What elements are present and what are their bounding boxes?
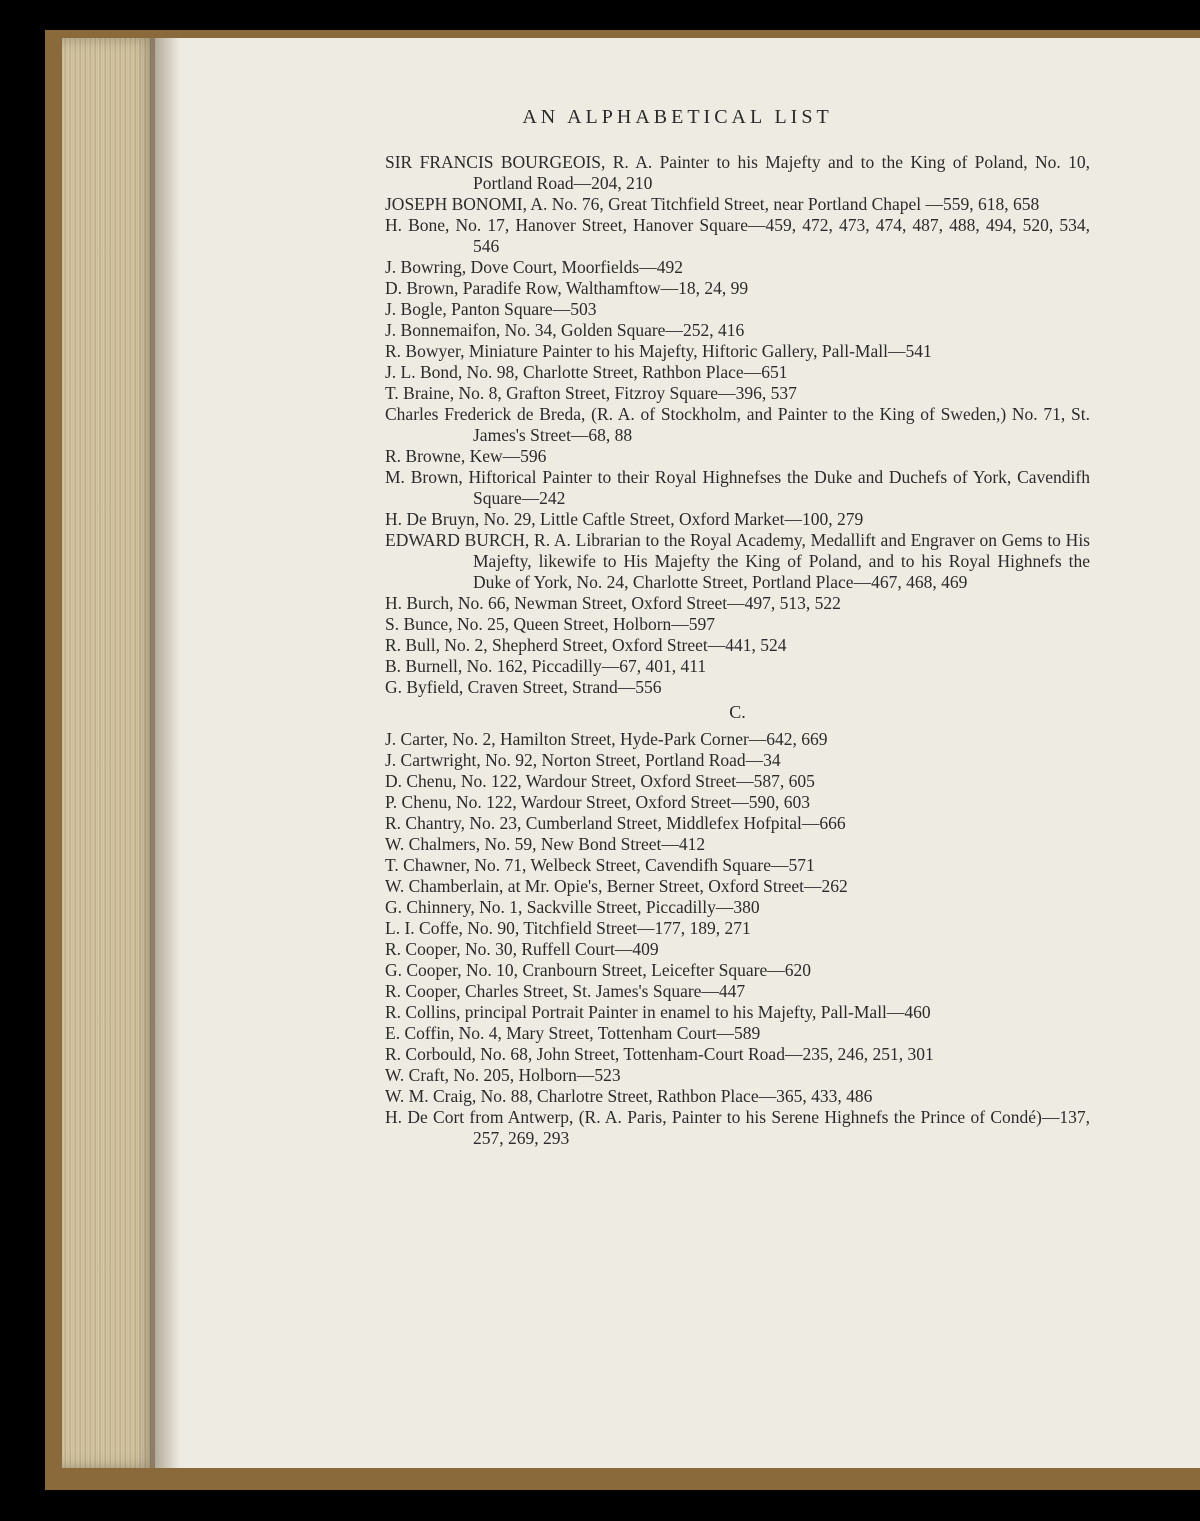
list-item: G. Byfield, Craven Street, Strand—556	[385, 677, 662, 697]
section-heading-c: C.	[729, 702, 746, 722]
list-item: J. Carter, No. 2, Hamilton Street, Hyde-Park Corner—642, 669	[385, 729, 828, 749]
list-item: G. Cooper, No. 10, Cranbourn Street, Leicefter Square—620	[385, 960, 811, 980]
list-item: SIR FRANCIS BOURGEOIS, R. A. Painter to his Majefty and to the King of Poland, No. 10, Portland Road—204, 210	[385, 152, 1090, 193]
running-head: AN ALPHABETICAL LIST	[522, 106, 833, 128]
list-item: G. Chinnery, No. 1, Sackville Street, Piccadilly—380	[385, 897, 760, 917]
list-item: T. Braine, No. 8, Grafton Street, Fitzroy Square—396, 537	[385, 383, 797, 403]
list-item: R. Browne, Kew—596	[385, 446, 547, 466]
list-item: R. Chantry, No. 23, Cumberland Street, Middlefex Hofpital—666	[385, 813, 846, 833]
list-item: H. De Bruyn, No. 29, Little Caftle Street, Oxford Market—100, 279	[385, 509, 864, 529]
list-item: H. Burch, No. 66, Newman Street, Oxford Street—497, 513, 522	[385, 593, 841, 613]
list-item: R. Corbould, No. 68, John Street, Tottenham-Court Road—235, 246, 251, 301	[385, 1044, 934, 1064]
list-item: R. Collins, principal Portrait Painter in enamel to his Majefty, Pall-Mall—460	[385, 1002, 931, 1022]
list-item: R. Bowyer, Miniature Painter to his Majefty, Hiftoric Gallery, Pall-Mall—541	[385, 341, 932, 361]
list-item: R. Cooper, No. 30, Ruffell Court—409	[385, 939, 659, 959]
list-item: JOSEPH BONOMI, A. No. 76, Great Titchfield Street, near Portland Chapel —559, 618, 658	[385, 194, 1040, 214]
entry-list	[385, 152, 1090, 1149]
gutter-shadow	[150, 38, 180, 1468]
list-item: S. Bunce, No. 25, Queen Street, Holborn—597	[385, 614, 716, 634]
list-item: W. Chamberlain, at Mr. Opie's, Berner Street, Oxford Street—262	[385, 876, 848, 896]
list-item: L. I. Coffe, No. 90, Titchfield Street—177, 189, 271	[385, 918, 751, 938]
list-item: H. De Cort from Antwerp, (R. A. Paris, Painter to his Serene Highnefs the Prince of Condé)—137, 257, 269, 293	[385, 1107, 1090, 1148]
list-item: J. Cartwright, No. 92, Norton Street, Portland Road—34	[385, 750, 781, 770]
list-item: D. Brown, Paradife Row, Walthamftow—18, 24, 99	[385, 278, 749, 298]
list-item: Charles Frederick de Breda, (R. A. of Stockholm, and Painter to the King of Sweden,) No. 71, St. James's Street—68, 88	[385, 404, 1090, 445]
list-item: J. Bogle, Panton Square—503	[385, 299, 597, 319]
list-item: B. Burnell, No. 162, Piccadilly—67, 401, 411	[385, 656, 707, 676]
list-item: J. Bonnemaifon, No. 34, Golden Square—252, 416	[385, 320, 745, 340]
list-item: P. Chenu, No. 122, Wardour Street, Oxford Street—590, 603	[385, 792, 811, 812]
list-item: M. Brown, Hiftorical Painter to their Royal Highnefses the Duke and Duchefs of York, Cavendifh Square—242	[385, 467, 1090, 508]
list-item: J. Bowring, Dove Court, Moorfields—492	[385, 257, 683, 277]
list-item: W. Craft, No. 205, Holborn—523	[385, 1065, 621, 1085]
list-item: W. Chalmers, No. 59, New Bond Street—412	[385, 834, 706, 854]
list-item: W. M. Craig, No. 88, Charlotre Street, Rathbon Place—365, 433, 486	[385, 1086, 873, 1106]
list-item: E. Coffin, No. 4, Mary Street, Tottenham Court—589	[385, 1023, 761, 1043]
list-item: J. L. Bond, No. 98, Charlotte Street, Rathbon Place—651	[385, 362, 788, 382]
list-item: R. Cooper, Charles Street, St. James's Square—447	[385, 981, 746, 1001]
list-item: T. Chawner, No. 71, Welbeck Street, Cavendifh Square—571	[385, 855, 815, 875]
list-item: H. Bone, No. 17, Hanover Street, Hanover Square—459, 472, 473, 474, 487, 488, 494, 520, 534, 546	[385, 215, 1090, 256]
list-item: EDWARD BURCH, R. A. Librarian to the Royal Academy, Medallift and Engraver on Gems to His Majefty, likewife to His Majefty the King of Poland, and to his Royal Highnefs the Duke of York, No. 24, Charlotte Street, Portland Place—467, 468, 469	[385, 530, 1090, 592]
list-item: R. Bull, No. 2, Shepherd Street, Oxford Street—441, 524	[385, 635, 787, 655]
list-item: D. Chenu, No. 122, Wardour Street, Oxford Street—587, 605	[385, 771, 815, 791]
page-edges	[62, 38, 157, 1468]
